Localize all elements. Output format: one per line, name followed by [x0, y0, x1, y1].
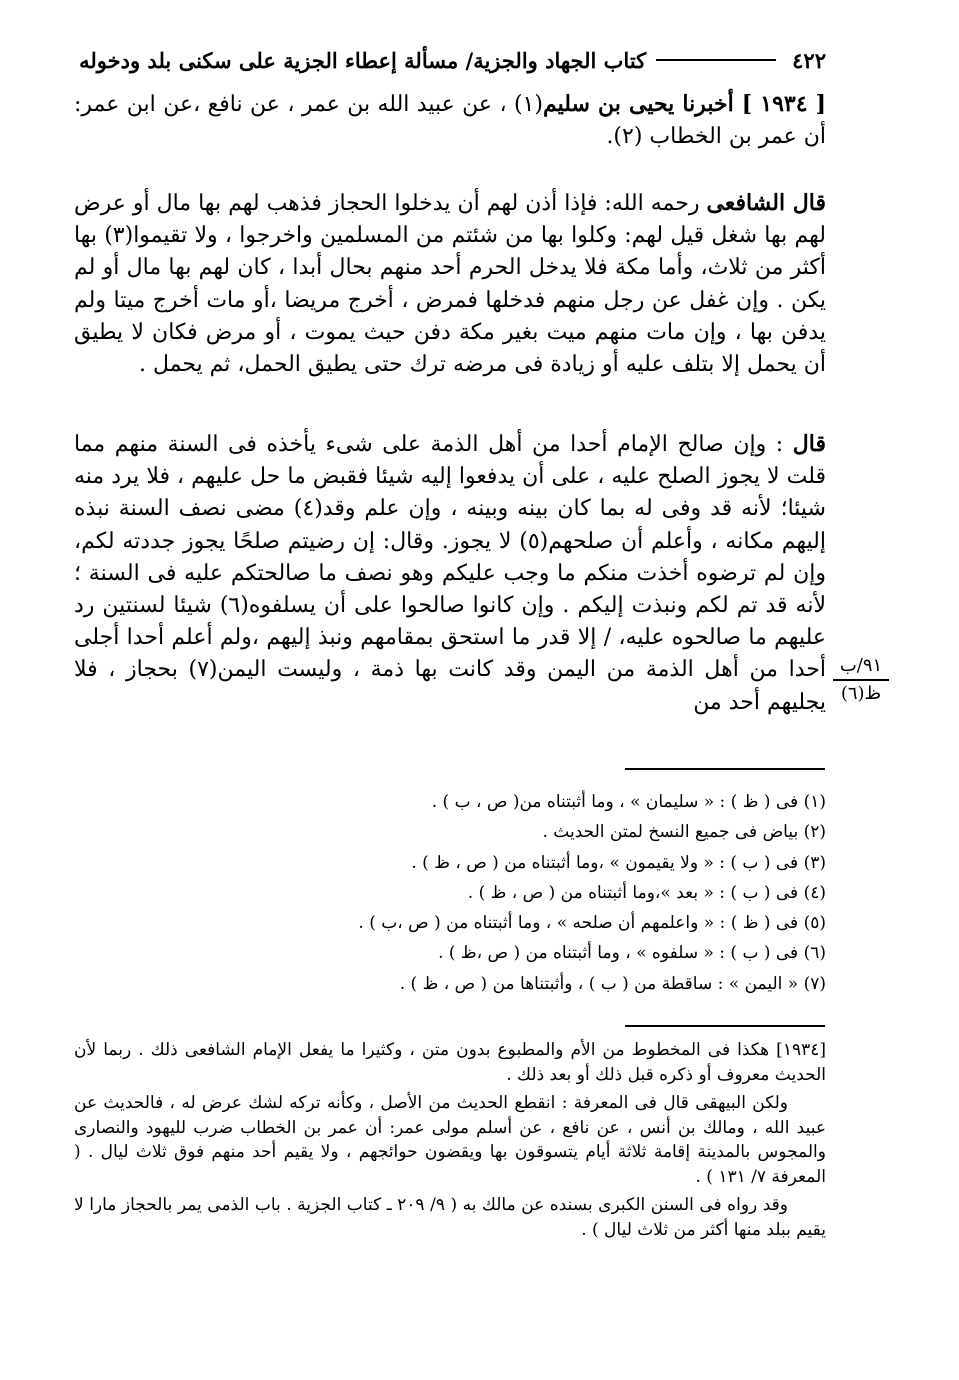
footnote-7: (٧) « اليمن » : ساقطة من ( ب ) ، وأثبتناها من ( ص ، ظ ) . — [399, 973, 826, 994]
footnote-4: (٤) فى ( ب ) : « بعد »،وما أثبتناه من ( ص ، ظ ) . — [467, 882, 826, 903]
commentary-separator — [625, 1025, 825, 1027]
page-number: ٤٢٢ — [792, 47, 826, 73]
footnote-6: (٦) فى ( ب ) : « سلفوه » ، وما أثبتناه من ( ص ،ظ ) . — [438, 943, 826, 964]
manuscript-margin-note — [833, 655, 889, 705]
commentary-paragraph-1: [١٩٣٤] هكذا فى المخطوط من الأم والمطبوع بدون متن ، وكثيرا ما يفعل الإمام الشافعى ذلك . ربما لأن الحديث معروف أو ذكره قبل ذلك أو بعد ذلك . — [74, 1040, 826, 1085]
footnote-1: (١) فى ( ظ ) : « سليمان » ، وما أثبتناه من( ص ، ب ) . — [431, 792, 826, 812]
commentary-paragraph-2: ولكن البيهقى قال فى المعرفة : انقطع الحديث من الأصل ، وكأنه تركه لشك عرض له ، فالحديث عن عبيد الله ، ومالك بن أنس ، عن نافع ، عن أسلم مولى عمر: أن عمر بن الخطاب ضرب لليهود والنصارى والمجوس بالمدينة إقامة ثلاثة أيام يتسوقون بها ويقضون حوائجهم ، ولا يقيم أحد منهم فوق ثلاث ليال . ( المعرفة ٧/ ١٣١ ) . — [74, 1093, 826, 1187]
shafii-text: رحمه الله: فإذا أذن لهم أن يدخلوا الحجاز فذهب لهم بها مال أو عرض لهم بها شغل قيل لهم: وكلوا بها من شئتم من المسلمين واخرجوا ، ولا تقيموا(٣) بها أكثر من ثلاث، وأما مكة فلا يدخل الحرم أحد منهم بحال أبدا ، كان لهم بها مال أو لم يكن . وإن غفل عن رجل منهم فدخلها فمرض ، أخرج مريضا ،أو مات أخرج ميتا ولم يدفن بها ، وإن مات منهم ميت بغير مكة دفن حيث يموت ، أو مرض فكان لا يطيق أن يحمل إلا بتلف عليه أو زيادة فى مرضه ترك حتى يطيق الحمل، ثم يحمل . — [74, 191, 826, 378]
header-rule — [656, 59, 776, 61]
commentary — [74, 1038, 826, 1242]
footnote-2: (٢) بياض فى جميع النسخ لمتن الحديث . — [542, 822, 826, 843]
footnote-5: (٥) فى ( ظ ) : « واعلمهم أن صلحه » ، وما أثبتناه من ( ص ،ب ) . — [358, 913, 826, 934]
hadith-isnad-rest: (١) ، عن عبيد الله بن عمر ، عن نافع ،عن ابن عمر: أن عمر بن الخطاب (٢). — [74, 92, 826, 150]
commentary-paragraph-3: وقد رواه فى السنن الكبرى بسنده عن مالك به ( ٩/ ٢٠٩ ـ كتاب الجزية . باب الذمى يمر بالحجاز مارا لا يقيم ببلد منها أكثر من ثلاث ليال ) . — [74, 1195, 826, 1240]
margin-note-rule — [833, 679, 889, 681]
running-header — [74, 42, 826, 78]
footnote-3: (٣) فى ( ب ) : « ولا يقيمون » ،وما أثبتناه من ( ص ، ظ ) . — [411, 852, 826, 873]
margin-note-top: ٩١/ب — [839, 655, 883, 676]
footnotes — [74, 787, 826, 999]
shafii-lead: قال الشافعى — [706, 190, 826, 216]
hadith-paragraph — [74, 88, 826, 153]
footnote-separator — [625, 768, 825, 770]
qala-lead: قال — [792, 431, 826, 457]
hadith-isnad-start: [ ١٩٣٤ ] أخبرنا يحيى بن سليم — [542, 91, 826, 117]
qala-paragraph — [74, 428, 826, 719]
qala-text: : وإن صالح الإمام أحدا من أهل الذمة على شىء يأخذه فى السنة منهم مما قلت لا يجوز الصلح عليه ، على أن يدفعوا إليه شيئا فقبض ما حل عليهم ، فلا يرد منه شيئا؛ لأنه قد وفى له بما كان بينه وبينه ، وإن علم وقد(٤) مضى نصف السنة نبذه إليهم مكانه ، وأعلم أن صلحهم(٥) لا يجوز. وقال: إن رضيتم صلحًا يجوز جددته لكم، وإن لم ترضوه أخذت منكم ما وجب عليكم وهو نصف ما صالحتكم عليه فى السنة ؛ لأنه قد تم لكم ونبذت إليكم . وإن كانوا صالحوا على أن يسلفوه(٦) شيئا لسنتين رد عليهم ما صالحوه عليه، / إلا قدر ما استحق بمقامهم ونبذ إليهم ،ولم أعلم أحدا أجلى أحدا من أهل الذمة من اليمن وقد كانت بها ذمة ، وليست اليمن(٧) بحجاز ، فلا يجليهم أحد من — [74, 432, 827, 715]
running-title: كتاب الجهاد والجزية/ مسألة إعطاء الجزية على سكنى بلد ودخوله — [79, 47, 647, 73]
margin-note-bottom: ظ(٦) — [840, 683, 882, 704]
shafii-paragraph — [74, 187, 826, 381]
